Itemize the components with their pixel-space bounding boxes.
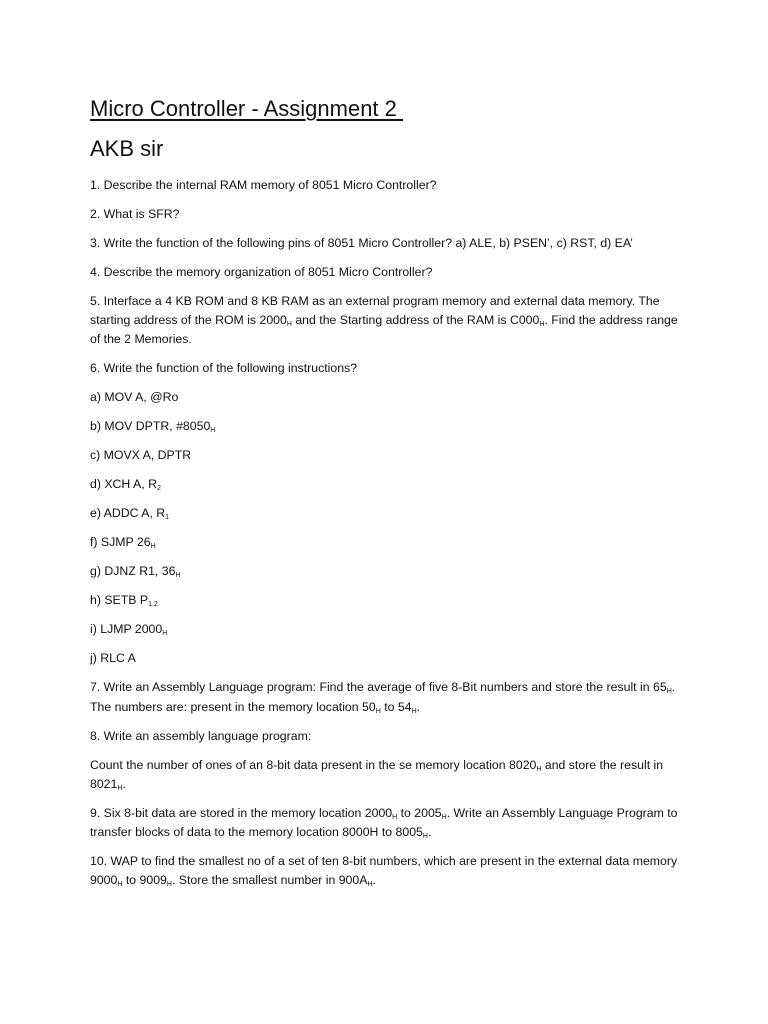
- question-text: .: [122, 776, 126, 791]
- subscript-text: H: [422, 833, 428, 841]
- subscript-text: 1: [165, 514, 170, 522]
- document-page: [90, 92, 680, 900]
- question-item: [90, 446, 680, 465]
- question-text: d) XCH A, R: [90, 477, 157, 492]
- question-text: 5. Interface a 4 KB ROM and 8 KB RAM as an external program memory and external data memory. The starting address of the ROM is 2000: [90, 294, 660, 328]
- question-item: [90, 533, 680, 552]
- question-text: a) MOV A, @Ro: [90, 390, 179, 405]
- question-item: [90, 359, 680, 378]
- question-text: 9. Six 8-bit data are stored in the memory location 2000: [90, 805, 393, 820]
- question-text: to 54: [380, 699, 412, 714]
- question-item: [90, 263, 680, 282]
- subscript-text: H: [375, 707, 381, 715]
- subscript-text: H: [175, 572, 181, 580]
- subscript-text: H: [150, 543, 156, 551]
- question-text: 3. Write the function of the following pins of 8051 Micro Controller? a) ALE, b) PSEN’, c) RST, d) EA’: [90, 236, 633, 250]
- question-text: e) ADDC A, R: [90, 506, 166, 521]
- question-text: h) SETB P: [90, 593, 149, 608]
- question-item: [90, 234, 680, 253]
- subscript-text: H: [117, 784, 123, 792]
- question-item: [90, 649, 680, 668]
- document-title: Micro Controller - Assignment 2: [90, 96, 403, 121]
- question-item: [90, 727, 680, 746]
- question-text: to 2005: [397, 805, 442, 820]
- question-text: and the Starting address of the RAM is C000: [291, 313, 540, 328]
- question-text: j) RLC A: [90, 651, 136, 666]
- subscript-text: H: [411, 707, 417, 715]
- subscript-text: H: [392, 813, 398, 821]
- subscript-text: 1.2: [148, 601, 158, 609]
- subscript-text: H: [666, 688, 672, 696]
- question-text: b) MOV DPTR, #8050: [90, 419, 211, 434]
- subscript-text: H: [536, 765, 542, 773]
- question-text: .: [372, 873, 376, 888]
- question-text: . Find the address range of the 2 Memories.: [90, 313, 678, 347]
- question-text: g) DJNZ R1, 36: [90, 564, 176, 579]
- question-item: [90, 804, 680, 842]
- question-text: to 9009: [122, 873, 167, 888]
- question-item: [90, 756, 680, 794]
- question-text: . Write an Assembly Language Program to transfer blocks of data to the memory location 8000H to 8005: [90, 805, 678, 840]
- subscript-text: H: [539, 321, 545, 329]
- question-text: . The numbers are: present in the memory location 50: [90, 680, 676, 714]
- question-text: 8. Write an assembly language program:: [90, 728, 312, 743]
- question-item: [90, 504, 680, 523]
- question-item: [90, 388, 680, 407]
- question-text: and store the result in 8021: [90, 757, 664, 791]
- subscript-text: H: [166, 881, 172, 889]
- question-item: [90, 475, 680, 494]
- question-text: 10. WAP to find the smallest no of a set of ten 8-bit numbers, which are present in the external data memory 9000: [90, 854, 678, 888]
- question-text: .: [427, 825, 432, 840]
- subscript-text: H: [210, 427, 216, 435]
- question-text: . Store the smallest number in 900A: [171, 873, 368, 888]
- question-text: 1. Describe the internal RAM memory of 8051 Micro Controller?: [90, 178, 437, 192]
- question-item: [90, 205, 680, 224]
- question-item: [90, 591, 680, 610]
- question-list: [90, 176, 680, 890]
- question-text: Count the number of ones of an 8-bit data present in the se memory location 8020: [90, 757, 537, 772]
- question-text: i) LJMP 2000: [90, 622, 163, 637]
- subscript-text: H: [441, 813, 447, 821]
- question-text: f) SJMP 26: [90, 535, 151, 550]
- question-item: [90, 562, 680, 581]
- document-subtitle: AKB sir: [90, 136, 164, 161]
- question-item: [90, 417, 680, 436]
- question-item: [90, 176, 680, 195]
- question-item: [90, 678, 680, 716]
- question-text: 4. Describe the memory organization of 8051 Micro Controller?: [90, 265, 433, 279]
- subscript-text: H: [162, 630, 168, 638]
- subscript-text: 2: [156, 485, 161, 493]
- question-text: 6. Write the function of the following instructions?: [90, 361, 358, 376]
- question-item: [90, 852, 680, 890]
- question-item: [90, 620, 680, 639]
- question-item: [90, 292, 680, 350]
- subscript-text: H: [286, 321, 292, 329]
- question-text: 2. What is SFR?: [90, 207, 180, 221]
- subscript-text: H: [367, 881, 373, 889]
- question-text: c) MOVX A, DPTR: [90, 448, 192, 463]
- subscript-text: H: [117, 881, 123, 889]
- question-text: .: [416, 699, 421, 714]
- question-text: 7. Write an Assembly Language program: Find the average of five 8-Bit numbers and store the result in 65: [90, 680, 667, 695]
